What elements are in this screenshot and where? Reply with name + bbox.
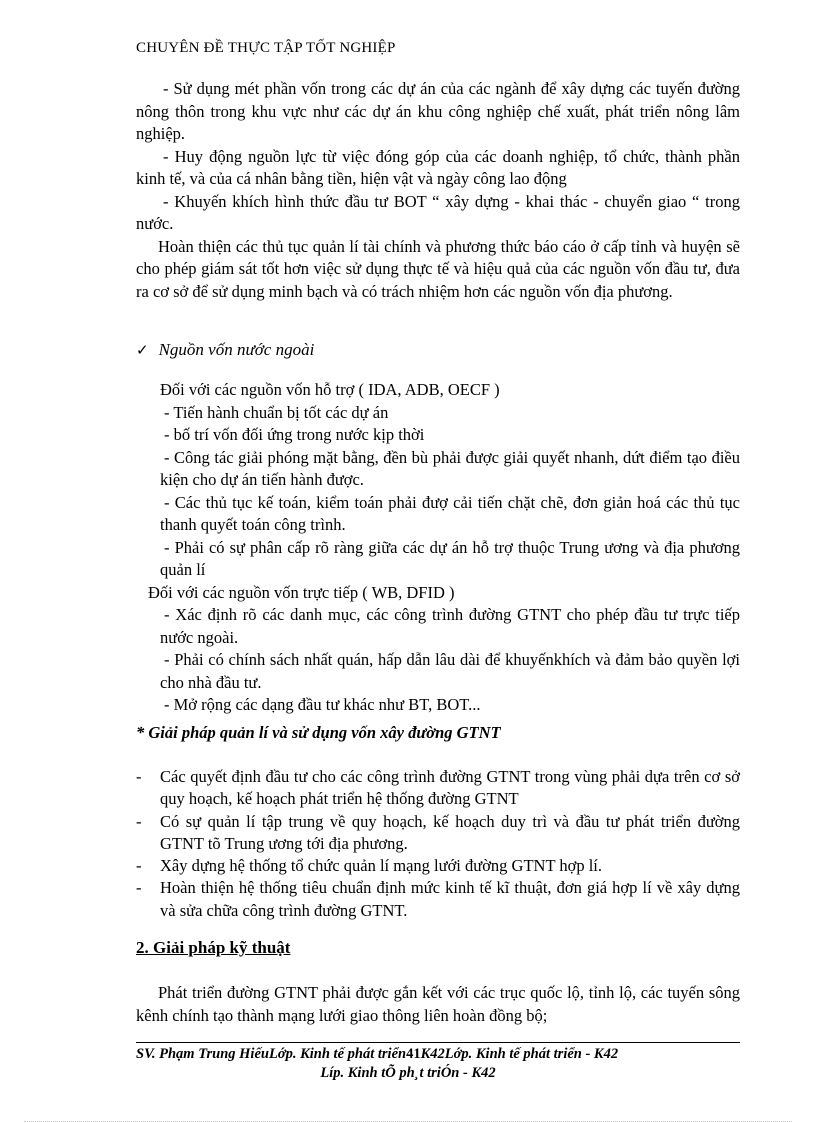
management-list — [136, 766, 740, 922]
support-item-2: - bố trí vốn đối ứng trong nước kịp thời — [164, 425, 425, 444]
list-item — [136, 766, 740, 811]
paragraph-dash-2: - Huy động nguồn lực từ việc đóng góp của các doanh nghiệp, tổ chức, thành phần kinh tế, và của cá nhân bằng tiền, hiện vật và ngày công lao động — [136, 146, 740, 188]
foreign-capital-title: Nguồn vốn nước ngoài — [158, 340, 315, 359]
foreign-capital-body — [136, 379, 740, 717]
direct-item-3: - Mở rộng các dạng đầu tư khác như BT, BOT... — [164, 695, 481, 714]
page-bottom-dotted-line — [24, 1121, 792, 1122]
support-item-4: - Các thủ tục kế toán, kiểm toán phải đượ cải tiến chặt chẽ, đơn giản hoá các thủ tục thanh quyết toán công trình. — [160, 492, 740, 534]
list-item-text: Xây dựng hệ thống tổ chức quản lí mạng lưới đường GTNT hợp lí. — [160, 856, 603, 876]
section-body — [136, 982, 740, 1027]
list-item — [136, 855, 740, 877]
direct-item-1: - Xác định rõ các danh mục, các công trình đường GTNT cho phép đầu tư trực tiếp nước ngoài. — [160, 605, 740, 647]
list-dash: - — [136, 767, 142, 786]
footer-class-repeat: Lớp. Kinh tế phát triển - K42 — [444, 1046, 619, 1062]
list-item-text: Các quyết định đầu tư cho các công trình đường GTNT trong vùng phải dựa trên cơ sở quy hoạch, kế hoạch phát triển hệ thống đường GTNT — [160, 767, 740, 809]
list-item-text: Có sự quản lí tập trung về quy hoạch, kế hoạch duy trì và đầu tư phát triển đường GTNT tõ Trung ương tới địa phương. — [160, 811, 740, 853]
group-direct-title: Đối với các nguồn vốn trực tiếp ( WB, DFID ) — [148, 582, 455, 602]
footer-line-2: Líp. Kinh tÕ ph¸t triÓn - K42 — [320, 1065, 496, 1081]
paragraph-dash-3: - Khuyến khích hình thức đầu tư BOT “ xây dựng - khai thác - chuyển giao “ trong nước. — [136, 191, 740, 233]
page-header: CHUYÊN ĐỀ THỰC TẬP TỐT NGHIỆP — [136, 40, 396, 56]
paragraph-dash-1: - Sử dụng mét phần vốn trong các dự án của các ngành để xây dựng các tuyến đường nông thôn trong khu vực như các dự án khu công nghiệp chế xuất, phát triển nông lâm nghiệp. — [136, 79, 740, 143]
page-number: 41 — [406, 1046, 421, 1062]
support-item-1: - Tiến hành chuẩn bị tốt các dự án — [164, 402, 389, 422]
footer-line-1 — [136, 1046, 618, 1063]
management-heading: * Giải pháp quản lí và sử dụng vốn xây đường GTNT — [136, 723, 501, 742]
support-item-5: - Phải có sự phân cấp rõ ràng giữa các dự án hỗ trợ thuộc Trung ương và địa phương quản lí — [160, 537, 740, 579]
list-item — [136, 811, 740, 856]
footer-class: Lớp. Kinh tế phát triển — [268, 1046, 407, 1062]
footer-cohort: K42 — [420, 1046, 445, 1062]
paragraph-body: Hoàn thiện các thủ tục quản lí tài chính và phương thức báo cáo ở cấp tỉnh và huyện sẽ cho phép giám sát tốt hơn việc sử dụng thực tế và hiệu quả của các nguồn vốn đầu tư, đưa ra cơ sở để sử dụng minh bạch và có trách nhiệm hơn các nguồn vốn địa phương. — [136, 236, 740, 301]
list-dash: - — [136, 878, 142, 898]
check-icon: ✓ — [136, 341, 149, 359]
support-item-3: - Công tác giải phóng mặt bằng, đền bù phải được giải quyết nhanh, dứt điểm tạo điều kiện cho dự án tiến hành được. — [160, 447, 740, 489]
section-paragraph: Phát triển đường GTNT phải được gắn kết với các trục quốc lộ, tỉnh lộ, các tuyến sông kênh chính tạo thành mạng lưới giao thông liên hoàn đồng bộ; — [136, 983, 740, 1025]
list-item — [136, 877, 740, 922]
top-paragraphs — [136, 78, 740, 303]
foreign-capital-heading — [136, 340, 314, 360]
section-heading: 2. Giải pháp kỹ thuật — [136, 938, 291, 957]
footer-divider — [136, 1042, 740, 1043]
list-dash: - — [136, 856, 142, 876]
footer-student: SV. Phạm Trung Hiếu — [136, 1046, 269, 1062]
list-item-text: Hoàn thiện hệ thống tiêu chuẩn định mức kinh tế kĩ thuật, đơn giá hợp lí về xây dựng và sửa chữa công trình đường GTNT. — [160, 878, 740, 920]
group-support-title: Đối với các nguồn vốn hỗ trợ ( IDA, ADB, OECF ) — [160, 380, 500, 399]
direct-item-2: - Phải có chính sách nhất quán, hấp dẫn lâu dài để khuyếnkhích và đảm bảo quyền lợi cho nhà đầu tư. — [160, 650, 740, 692]
list-dash: - — [136, 811, 142, 831]
